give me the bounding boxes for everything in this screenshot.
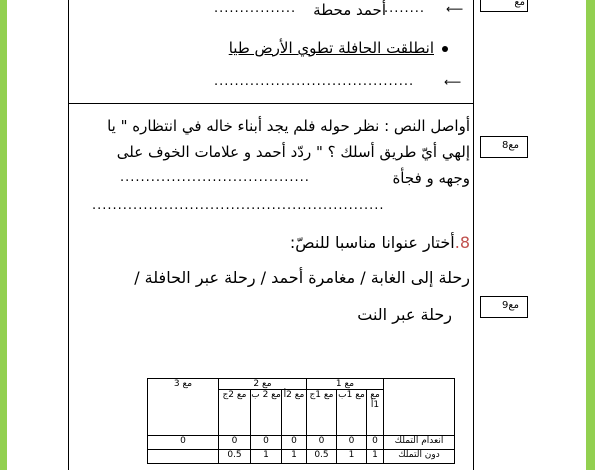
bullet-sentence: انطلقت الحافلة تطوي الأرض طيا [228, 39, 434, 57]
table-cell: 0 [307, 436, 337, 450]
answer-dots-right: ........ [384, 1, 426, 16]
table-row-label: دون التملك [384, 450, 455, 464]
q7-line-2: إلهي أيّ طريق أسلك ؟ " ردّد أحمد و علامات الخوف على [116, 143, 470, 161]
table-subheader: مع 2أ [282, 390, 307, 436]
table-subheader: مع 1ج [307, 390, 337, 436]
table-row [148, 450, 455, 464]
q8-number: 8. [454, 233, 470, 252]
table-cell: 1 [251, 450, 282, 464]
q8-question [260, 233, 470, 253]
table-cell: 0.5 [307, 450, 337, 464]
arrow-icon: ⟵ [444, 75, 462, 89]
table-subheader: مع 2ج [219, 390, 251, 436]
table-row [148, 436, 455, 450]
q8-options-line-1: رحلة إلى الغابة / مغامرة أحمد / رحلة عبر الحافلة / [134, 268, 470, 287]
page-border-right [586, 0, 595, 470]
arrow-icon: ⟵ [446, 2, 464, 16]
score-box-8 [480, 136, 528, 158]
table-cell: 0 [148, 436, 219, 450]
answer-dots-line: ....................................... [214, 74, 415, 89]
table-cell: 0.5 [219, 450, 251, 464]
table-cell: 1 [282, 450, 307, 464]
table-cell: 1 [367, 450, 384, 464]
table-cell: 0 [219, 436, 251, 450]
table-cell [148, 450, 219, 464]
table-subheader: مع 1أ [367, 390, 384, 436]
table-group-header: مع 1 [307, 379, 384, 390]
q8-options-line-2: رحلة عبر النت [357, 305, 452, 324]
table-cell: 0 [367, 436, 384, 450]
table-cell: 1 [337, 450, 367, 464]
top-score-box [480, 0, 528, 12]
bullet-icon [442, 46, 448, 52]
score-box-9 [480, 296, 528, 318]
q7-line-3-dots: ..................................... [120, 170, 310, 185]
q7-line-3: وجهه و فجأة [392, 169, 470, 187]
line1-name: أحمد محطة [313, 1, 386, 19]
table-group-header: مع 2 [219, 379, 307, 390]
answer-dots-left: ................ [214, 1, 297, 16]
score-box-8-label: مع8 [501, 140, 519, 151]
q8-question-text: أختار عنوانا مناسبا للنصّ: [289, 233, 455, 252]
table-subheader: مع 1ب [337, 390, 367, 436]
table-subheader: مع 2 ب [251, 390, 282, 436]
score-box-9-label: مع9 [501, 300, 519, 311]
table-row-label: انعدام التملك [384, 436, 455, 450]
content-left-border [68, 0, 69, 470]
table-group-row [148, 379, 455, 390]
table-cell: 0 [337, 436, 367, 450]
page-border-left [0, 0, 7, 470]
table-group-header: مع 3 [148, 379, 219, 436]
content-right-border [473, 0, 474, 470]
grading-table [147, 378, 455, 464]
q7-line-4-dots: ......................................................... [92, 198, 385, 213]
table-cell: 0 [251, 436, 282, 450]
table-corner-cell [384, 379, 455, 436]
q7-line-1: أواصل النص : نظر حوله فلم يجد أبناء خاله في انتظاره " يا [107, 117, 470, 135]
table-cell: 0 [282, 436, 307, 450]
top-score-box-label: مع [514, 0, 525, 8]
section-divider [68, 103, 473, 104]
